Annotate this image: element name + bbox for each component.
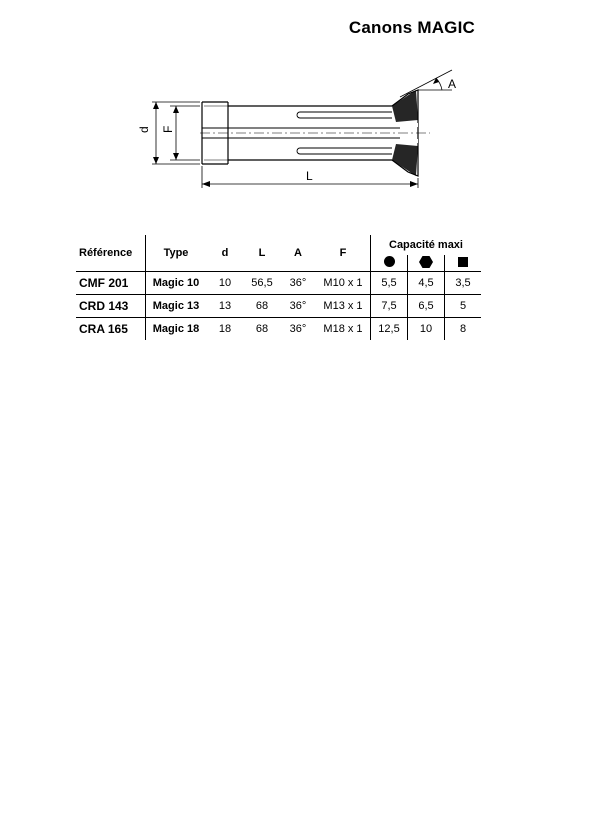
label-F: F <box>161 125 175 133</box>
label-L: L <box>306 169 313 183</box>
cell-cap-round: 12,5 <box>371 318 408 341</box>
capacity-round <box>371 255 408 272</box>
circle-icon <box>384 256 395 267</box>
cell-cap-square: 8 <box>445 318 482 341</box>
cell-d: 10 <box>206 272 244 295</box>
cell-F: M13 x 1 <box>316 295 371 318</box>
cell-type: Magic 10 <box>146 272 207 295</box>
cell-F: M18 x 1 <box>316 318 371 341</box>
cell-cap-hex: 10 <box>408 318 445 341</box>
cell-type: Magic 13 <box>146 295 207 318</box>
table-row <box>76 318 481 341</box>
cell-reference: CRA 165 <box>76 318 146 341</box>
cell-cap-square: 5 <box>445 295 482 318</box>
cell-cap-square: 3,5 <box>445 272 482 295</box>
cell-d: 18 <box>206 318 244 341</box>
technical-drawing <box>130 60 470 195</box>
header-d: d <box>221 247 229 259</box>
cell-L: 68 <box>244 295 280 318</box>
cell-A: 36° <box>280 318 316 341</box>
table-row <box>76 272 481 295</box>
cell-A: 36° <box>280 295 316 318</box>
cell-reference: CMF 201 <box>76 272 146 295</box>
table-row <box>76 295 481 318</box>
cell-L: 68 <box>244 318 280 341</box>
collet-drawing <box>130 60 470 195</box>
cell-type: Magic 18 <box>146 318 207 341</box>
spec-table <box>76 235 481 340</box>
square-icon <box>458 257 468 267</box>
header-capacity: Capacité maxi <box>371 235 482 255</box>
label-d: d <box>137 126 151 133</box>
cell-cap-hex: 4,5 <box>408 272 445 295</box>
header-type: Type <box>146 235 207 272</box>
capacity-hex <box>408 255 445 272</box>
cell-F: M10 x 1 <box>316 272 371 295</box>
cell-cap-round: 7,5 <box>371 295 408 318</box>
cell-cap-hex: 6,5 <box>408 295 445 318</box>
header-reference: Référence <box>79 247 133 259</box>
header-L: L <box>258 247 266 259</box>
cell-A: 36° <box>280 272 316 295</box>
header-A: A <box>294 247 302 259</box>
cell-reference: CRD 143 <box>76 295 146 318</box>
capacity-square <box>445 255 482 272</box>
cell-L: 56,5 <box>244 272 280 295</box>
hexagon-icon <box>419 256 433 268</box>
cell-cap-round: 5,5 <box>371 272 408 295</box>
page-title: Canons MAGIC <box>348 18 475 37</box>
cell-d: 13 <box>206 295 244 318</box>
header-F: F <box>339 247 347 259</box>
label-A: A <box>448 77 457 91</box>
